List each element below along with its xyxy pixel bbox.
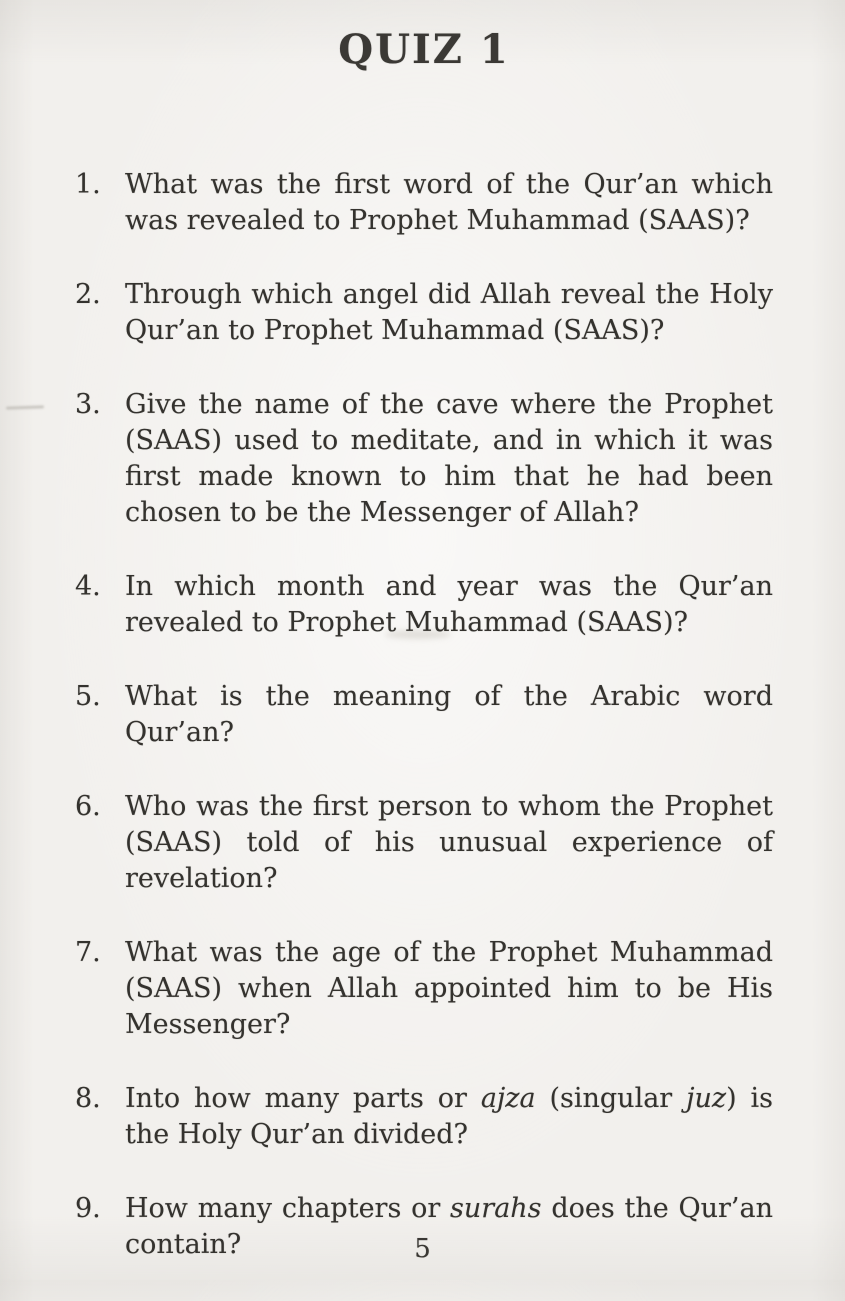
question-item <box>75 387 773 531</box>
question-text: Give the name of the cave where the Prophet (SAAS) used to meditate, and in which it was first made known to him that he had been chosen to be the Messenger of Allah? <box>125 389 773 528</box>
question-text: What was the age of the Prophet Muhammad (SAAS) when Allah appointed him to be His Messenger? <box>125 937 773 1040</box>
question-number: 7. <box>75 937 101 968</box>
question-item <box>75 167 773 239</box>
question-text: What was the first word of the Qur’an which was revealed to Prophet Muhammad (SAAS)? <box>125 169 773 236</box>
question-text: How many chapters or surahs does the Qur’an contain? <box>125 1193 773 1260</box>
question-item <box>75 679 773 751</box>
scan-artifact-dash <box>6 405 44 409</box>
question-number: 3. <box>75 389 101 420</box>
page-content <box>75 26 773 1301</box>
question-text: What is the meaning of the Arabic word Qur’an? <box>125 681 773 748</box>
question-text: In which month and year was the Qur’an revealed to Prophet Muhammad (SAAS)? <box>125 571 773 638</box>
question-item <box>75 569 773 641</box>
question-number: 6. <box>75 791 101 822</box>
question-text: Who was the first person to whom the Prophet (SAAS) told of his unusual experience of revelation? <box>125 791 773 894</box>
question-number: 9. <box>75 1193 101 1224</box>
page-number: 5 <box>414 1234 431 1264</box>
question-number: 2. <box>75 279 101 310</box>
question-item <box>75 789 773 897</box>
question-number: 4. <box>75 571 101 602</box>
question-item <box>75 277 773 349</box>
question-list <box>75 167 773 1263</box>
question-item <box>75 935 773 1043</box>
question-number: 8. <box>75 1083 101 1114</box>
question-number: 1. <box>75 169 101 200</box>
question-item <box>75 1081 773 1153</box>
question-text: Into how many parts or ajza (singular juz) is the Holy Qur’an divided? <box>125 1083 773 1150</box>
page-title: QUIZ 1 <box>338 26 510 73</box>
question-text: Through which angel did Allah reveal the Holy Qur’an to Prophet Muhammad (SAAS)? <box>125 279 773 346</box>
question-number: 5. <box>75 681 101 712</box>
